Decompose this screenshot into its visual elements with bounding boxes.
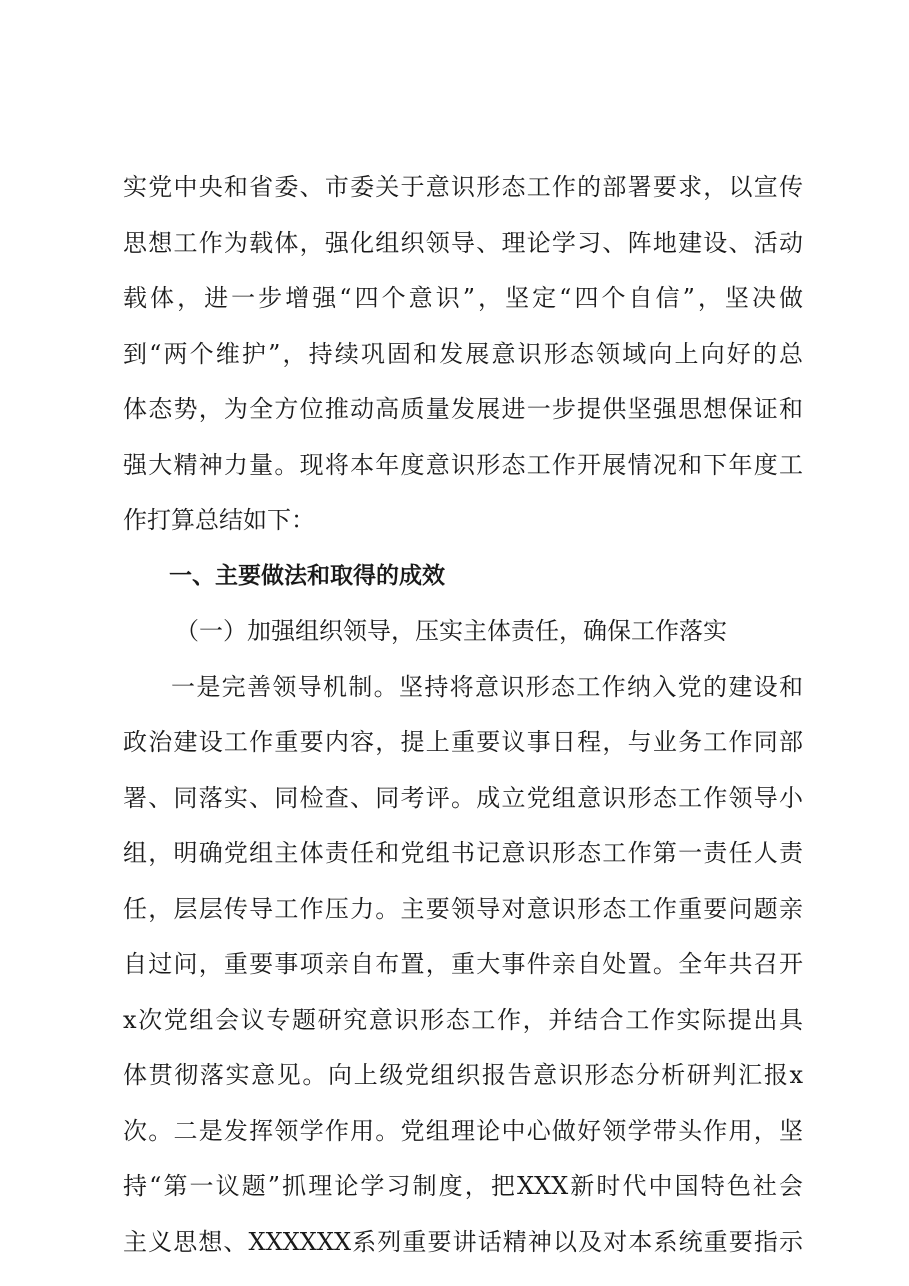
body-line-4: 组，明确党组主体责任和党组书记意识形态工作第一责任人责 — [123, 839, 803, 867]
body-line-10: 持“第一议题”抓理论学习制度，把XXX新时代中国特色社会 — [123, 1172, 803, 1200]
body-line-6: 自过问，重要事项亲自布置，重大事件亲自处置。全年共召开 — [123, 950, 803, 978]
intro-line-4: 到“两个维护”，持续巩固和发展意识形态领域向上向好的总 — [123, 339, 803, 368]
body-line-5: 任，层层传导工作压力。主要领导对意识形态工作重要问题亲 — [123, 894, 803, 923]
section-heading: 一、主要做法和取得的成效 — [169, 562, 445, 589]
body-line-7: x次党组会议专题研究意识形态工作，并结合工作实际提出具 — [123, 1005, 803, 1034]
intro-line-2: 思想工作为载体，强化组织领导、理论学习、阵地建设、活动 — [123, 228, 803, 257]
subsection-heading: （一）加强组织领导，压实主体责任，确保工作落实 — [175, 617, 727, 645]
intro-line-1: 实党中央和省委、市委关于意识形态工作的部署要求，以宣传 — [123, 173, 803, 201]
body-line-9: 次。二是发挥领学作用。党组理论中心做好领学带头作用，坚 — [123, 1116, 803, 1145]
body-line-3: 署、同落实、同检查、同考评。成立党组意识形态工作领导小 — [123, 783, 803, 812]
document-body — [123, 160, 803, 1270]
intro-line-5: 体态势，为全方位推动高质量发展进一步提供坚强思想保证和 — [123, 395, 803, 423]
body-line-11: 主义思想、XXXXXX系列重要讲话精神以及对本系统重要指示 — [123, 1227, 803, 1256]
body-line-1: 一是完善领导机制。坚持将意识形态工作纳入党的建设和 — [171, 672, 803, 701]
body-line-8: 体贯彻落实意见。向上级党组织报告意识形态分析研判汇报x — [123, 1061, 803, 1089]
body-line-2: 政治建设工作重要内容，提上重要议事日程，与业务工作同部 — [123, 728, 803, 756]
intro-line-3: 载体，进一步增强“四个意识”，坚定“四个自信”，坚决做 — [123, 284, 803, 312]
intro-line-7: 作打算总结如下： — [123, 506, 315, 534]
intro-line-6: 强大精神力量。现将本年度意识形态工作开展情况和下年度工 — [123, 450, 803, 479]
